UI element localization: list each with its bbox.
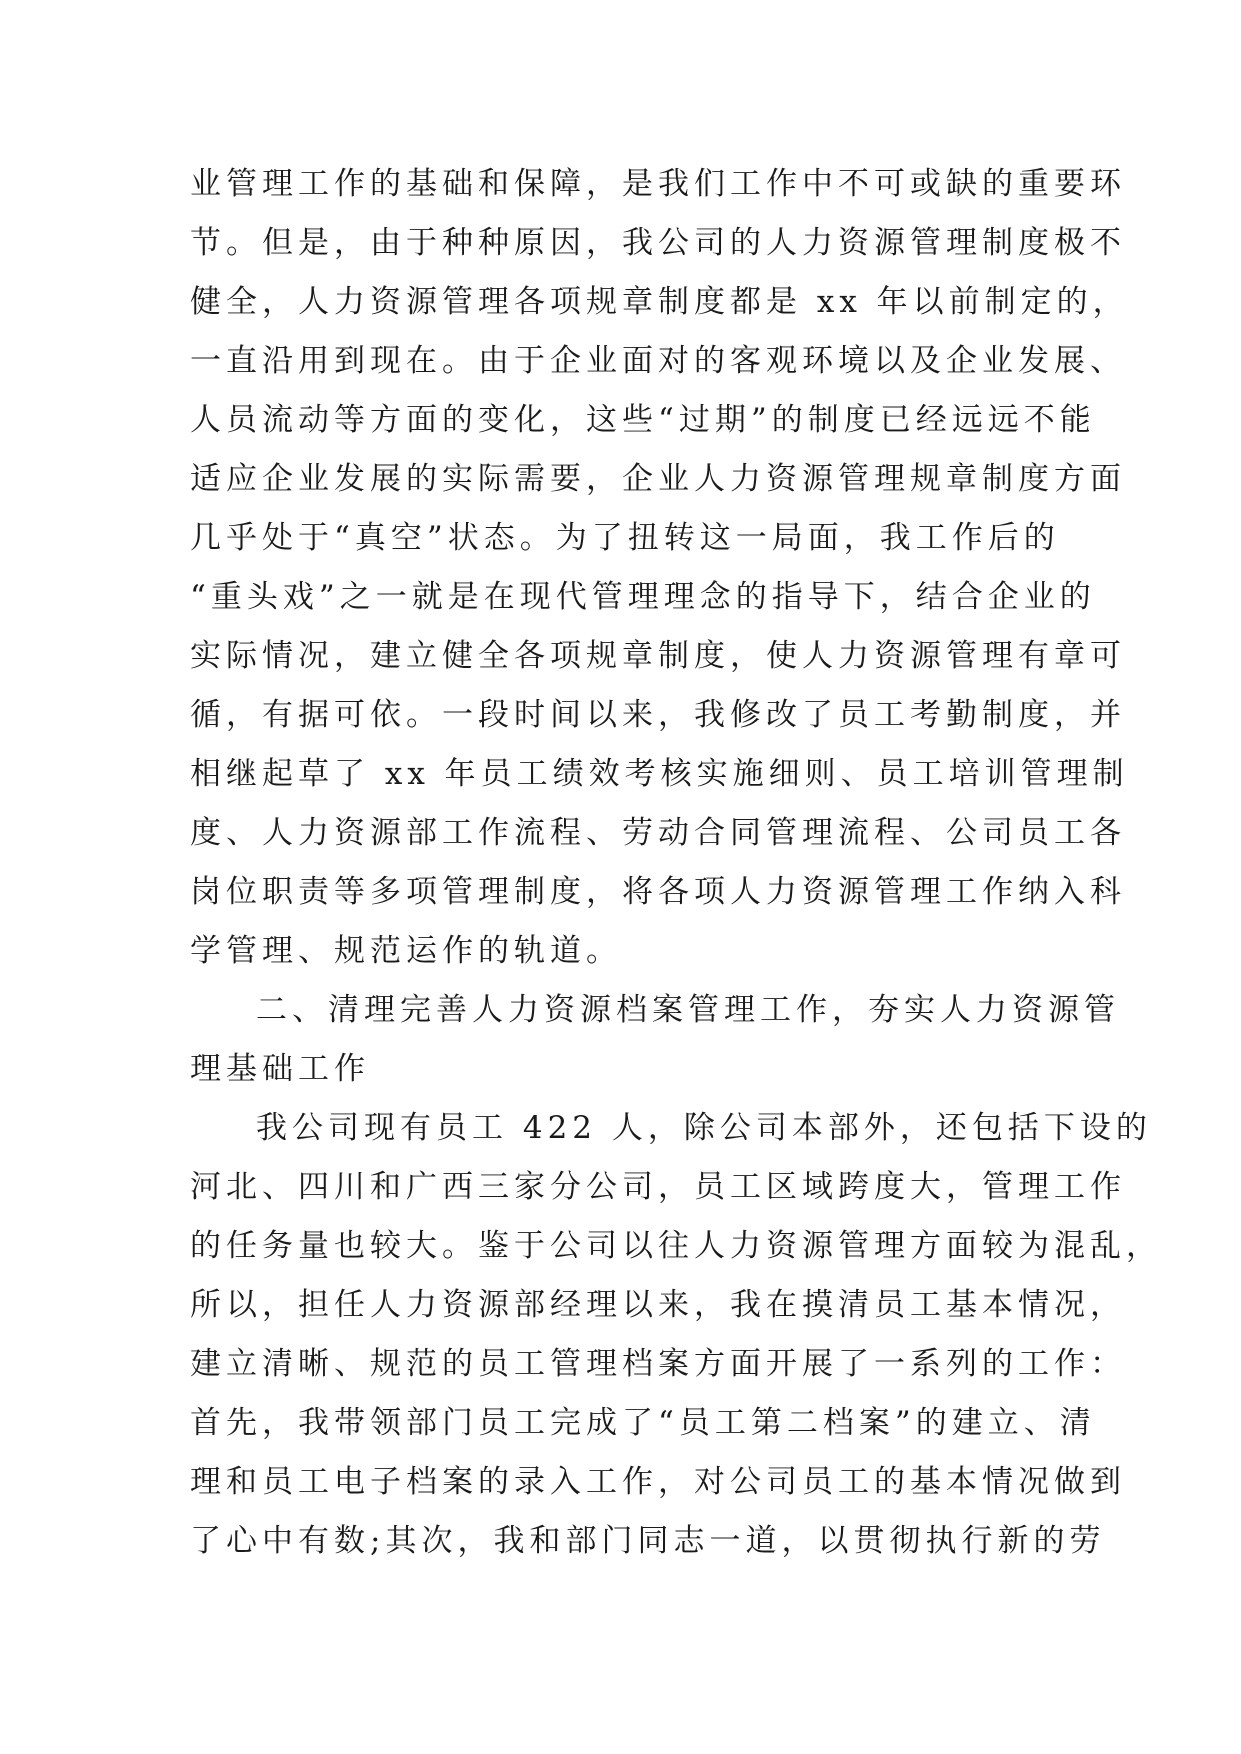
text-line: 理基础工作: [190, 1051, 370, 1087]
text-line: 度、人力资源部工作流程、劳动合同管理流程、公司员工各: [190, 815, 1126, 851]
paragraph-first-line: 二、清理完善人力资源档案管理工作，夯实人力资源管: [256, 992, 1120, 1028]
text-line: 健全，人力资源管理各项规章制度都是 xx 年以前制定的，: [190, 284, 1129, 320]
text-line: 的任务量也较大。鉴于公司以往人力资源管理方面较为混乱，: [190, 1228, 1162, 1264]
text-line: 循，有据可依。一段时间以来，我修改了员工考勤制度，并: [190, 697, 1126, 733]
text-line: 相继起草了 xx 年员工绩效考核实施细则、员工培训管理制: [190, 756, 1129, 792]
text-line: 岗位职责等多项管理制度，将各项人力资源管理工作纳入科: [190, 874, 1126, 910]
text-line: 理和员工电子档案的录入工作，对公司员工的基本情况做到: [190, 1464, 1126, 1500]
body-text: [190, 155, 1162, 1571]
text-line: 几乎处于“真空”状态。为了扭转这一局面，我工作后的: [190, 520, 1060, 556]
text-line: 业管理工作的基础和保障，是我们工作中不可或缺的重要环: [190, 166, 1126, 202]
text-line: 建立清晰、规范的员工管理档案方面开展了一系列的工作：: [190, 1346, 1126, 1382]
text-line: 首先，我带领部门员工完成了“员工第二档案”的建立、清: [190, 1405, 1096, 1441]
text-line: 实际情况，建立健全各项规章制度，使人力资源管理有章可: [190, 638, 1126, 674]
text-line: 河北、四川和广西三家分公司，员工区域跨度大，管理工作: [190, 1169, 1126, 1205]
text-line: 了心中有数;其次，我和部门同志一道，以贯彻执行新的劳: [190, 1523, 1106, 1559]
text-line: 学管理、规范运作的轨道。: [190, 933, 622, 969]
text-line: 节。但是，由于种种原因，我公司的人力资源管理制度极不: [190, 225, 1126, 261]
text-line: 适应企业发展的实际需要，企业人力资源管理规章制度方面: [190, 461, 1126, 497]
paragraph-first-line: 我公司现有员工 422 人，除公司本部外，还包括下设的: [256, 1110, 1152, 1146]
text-line: 人员流动等方面的变化，这些“过期”的制度已经远远不能: [190, 402, 1096, 438]
text-line: 一直沿用到现在。由于企业面对的客观环境以及企业发展、: [190, 343, 1126, 379]
text-line: 所以，担任人力资源部经理以来，我在摸清员工基本情况，: [190, 1287, 1126, 1323]
text-line: “重头戏”之一就是在现代管理理念的指导下，结合企业的: [190, 579, 1096, 615]
